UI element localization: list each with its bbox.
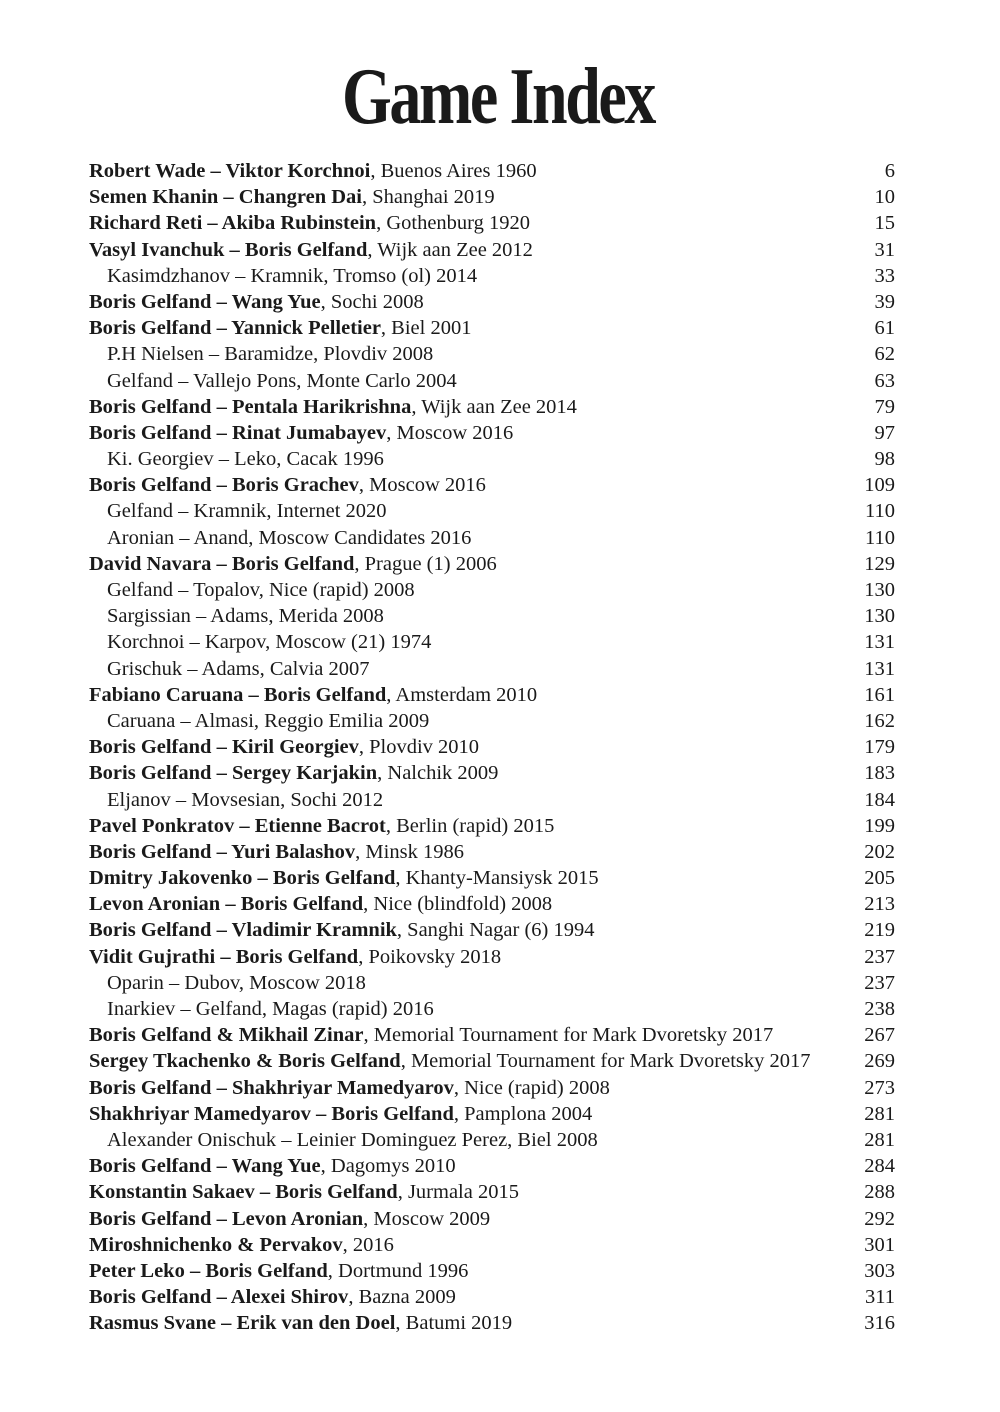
index-subentry [89,368,895,394]
entry-players: David Navara – Boris Gelfand [89,552,355,575]
entry-players: Boris Gelfand – Wang Yue [89,1155,321,1178]
entry-text [89,1206,855,1232]
entry-text [89,1153,855,1179]
entry-page-number: 161 [864,683,895,706]
entry-text [89,1258,855,1284]
entry-text [89,760,855,786]
entry-event: Gelfand – Topalov, Nice (rapid) 2008 [107,579,415,601]
entry-page-number: 179 [864,736,895,759]
entry-players: Dmitry Jakovenko – Boris Gelfand [89,867,396,890]
index-subentry [89,629,895,655]
entry-players: Boris Gelfand – Yuri Balashov [89,840,356,863]
index-subentry [89,498,895,524]
entry-text [89,603,855,629]
entry-event: Alexander Onischuk – Leinier Dominguez Perez, Biel 2008 [107,1128,598,1151]
index-entry [89,472,895,498]
entry-page-number: 183 [864,762,895,785]
index-entry [89,813,895,839]
entry-event: , Khanty-Mansiysk 2015 [395,867,599,890]
entry-page-number: 129 [864,552,895,575]
entry-players: Boris Gelfand – Vladimir Kramnik [89,919,397,942]
entry-page-number: 162 [864,709,895,732]
entry-players: Peter Leko – Boris Gelfand [89,1259,328,1282]
entry-players: Robert Wade – Viktor Korchnoi [89,160,371,182]
entry-players: Boris Gelfand – Pentala Harikrishna [89,395,412,418]
entry-text [89,525,855,551]
entry-page-number: 130 [864,605,895,628]
entry-text [89,577,855,603]
entry-text [89,551,855,577]
entry-event: Sargissian – Adams, Merida 2008 [107,605,384,628]
entry-text [89,1022,855,1048]
entry-event: , Amsterdam 2010 [386,683,538,706]
index-entry [89,1258,895,1284]
entry-text [89,1075,855,1101]
entry-page-number: 63 [874,369,895,392]
entry-text [89,1101,855,1127]
entry-page-number: 292 [864,1207,895,1230]
index-entry [89,210,895,236]
entry-text [89,263,855,289]
index-entry [89,760,895,786]
entry-text [89,656,855,682]
index-subentry [89,656,895,682]
entry-page-number: 213 [864,893,895,916]
entry-page-number: 61 [874,317,895,340]
entry-players: Boris Gelfand – Alexei Shirov [89,1286,349,1309]
entry-text [89,629,855,655]
entry-event: , Berlin (rapid) 2015 [385,814,555,837]
entry-event: , Memorial Tournament for Mark Dvoretsky 2017 [400,1050,811,1073]
entry-event: , Moscow 2016 [358,474,486,497]
index-entry [89,1206,895,1232]
entry-players: Fabiano Caruana – Boris Gelfand [89,683,387,706]
entry-text [89,734,855,760]
entry-event: , Nice (blindfold) 2008 [363,893,553,916]
entry-text [89,682,855,708]
index-entry [89,289,895,315]
index-entry [89,394,895,420]
entry-text [89,1127,855,1153]
index-entry [89,682,895,708]
entry-players: Boris Gelfand – Levon Aronian [89,1207,364,1230]
entry-event: Aronian – Anand, Moscow Candidates 2016 [107,526,472,549]
entry-text [89,708,855,734]
index-entry [89,184,895,210]
entry-players: Pavel Ponkratov – Etienne Bacrot [89,814,386,837]
entry-players: Boris Gelfand – Shakhriyar Mamedyarov [89,1076,454,1099]
page-title: Game Index [342,53,654,141]
entry-event: Kasimdzhanov – Kramnik, Tromso (ol) 2014 [107,264,478,287]
entry-text [89,787,855,813]
index-entry [89,315,895,341]
entry-event: , Gothenburg 1920 [376,212,530,235]
entry-text [89,184,855,210]
entry-page-number: 33 [874,264,895,287]
index-entry [89,1048,895,1074]
entry-event: Caruana – Almasi, Reggio Emilia 2009 [107,709,430,732]
index-entry [89,1310,895,1336]
index-entry [89,420,895,446]
entry-page-number: 98 [874,448,895,471]
index-subentry [89,446,895,472]
entry-text [89,394,855,420]
entry-page-number: 131 [864,657,895,680]
entry-text [89,472,855,498]
entry-players: Boris Gelfand & Mikhail Zinar [89,1024,364,1047]
entry-players: Boris Gelfand – Yannick Pelletier [89,317,381,340]
entry-players: Boris Gelfand – Boris Grachev [89,474,359,497]
entry-players: Rasmus Svane – Erik van den Doel [89,1312,396,1335]
entry-event: , Poikovsky 2018 [358,945,502,968]
entry-event: , Batumi 2019 [395,1312,513,1335]
index-entry [89,891,895,917]
index-entry [89,917,895,943]
entry-event: , Nalchik 2009 [377,762,499,785]
entry-event: , Jurmala 2015 [397,1181,519,1204]
entry-text [89,498,855,524]
index-entry [89,1284,895,1310]
entry-event: , Pamplona 2004 [453,1102,593,1125]
entry-text [89,917,855,943]
entry-players: Vasyl Ivanchuk – Boris Gelfand [89,238,368,261]
entry-players: Sergey Tkachenko & Boris Gelfand [89,1050,401,1073]
entry-text [89,158,855,184]
entry-event: , Moscow 2016 [386,421,514,444]
entry-page-number: 301 [864,1233,895,1256]
entry-page-number: 97 [874,421,895,444]
entry-text [89,996,855,1022]
entry-event: , Memorial Tournament for Mark Dvoretsky 2017 [363,1024,774,1047]
entry-event: , Wijk aan Zee 2012 [367,238,533,261]
entry-page-number: 31 [874,238,895,261]
entry-players: Boris Gelfand – Kiril Georgiev [89,736,359,759]
entry-page-number: 238 [864,998,895,1020]
index-entry [89,1232,895,1258]
entry-text [89,813,855,839]
entry-text [89,420,855,446]
entry-page-number: 131 [864,631,895,654]
entry-event: , Nice (rapid) 2008 [453,1076,610,1099]
entry-text [89,944,855,970]
entry-event: , Prague (1) 2006 [354,552,497,575]
entry-page-number: 130 [864,579,895,601]
index-entry [89,1179,895,1205]
entry-page-number: 15 [874,212,895,235]
entry-page-number: 199 [864,814,895,837]
entry-page-number: 39 [874,290,895,313]
entry-text [89,1048,855,1074]
index-entry [89,1022,895,1048]
entry-text [89,446,855,472]
entry-players: Semen Khanin – Changren Dai [89,186,363,209]
index-subentry [89,603,895,629]
entry-text [89,368,855,394]
entry-page-number: 110 [865,526,895,549]
entry-event: Gelfand – Kramnik, Internet 2020 [107,500,387,523]
entry-players: Boris Gelfand – Rinat Jumabayev [89,421,387,444]
entry-event: , Minsk 1986 [355,840,464,863]
index-entry [89,158,895,184]
entry-event: , Buenos Aires 1960 [370,160,537,182]
entry-text [89,1310,855,1336]
entry-text [89,289,855,315]
index-subentry [89,263,895,289]
entry-event: Gelfand – Vallejo Pons, Monte Carlo 2004 [107,369,457,392]
index-entry [89,1153,895,1179]
entry-event: Oparin – Dubov, Moscow 2018 [107,971,366,994]
entry-players: Konstantin Sakaev – Boris Gelfand [89,1181,398,1204]
index-subentry [89,577,895,603]
entry-text [89,891,855,917]
entry-event: Inarkiev – Gelfand, Magas (rapid) 2016 [107,998,434,1020]
entry-page-number: 10 [874,186,895,209]
index-entry [89,551,895,577]
index-entry [89,865,895,891]
index-subentry [89,708,895,734]
entry-text [89,1179,855,1205]
entry-page-number: 267 [864,1024,895,1047]
entry-event: , Bazna 2009 [348,1286,456,1309]
entry-page-number: 184 [864,788,895,811]
entry-event: Eljanov – Movsesian, Sochi 2012 [107,788,384,811]
entry-text [89,839,855,865]
entry-event: , Sochi 2008 [320,290,424,313]
entry-page-number: 110 [865,500,895,523]
entry-event: , Sanghi Nagar (6) 1994 [396,919,595,942]
entry-event: Ki. Georgiev – Leko, Cacak 1996 [107,448,384,471]
index-subentry [89,996,895,1022]
index-entry [89,237,895,263]
entry-event: , Dagomys 2010 [320,1155,456,1178]
entry-page-number: 205 [864,867,895,890]
entry-players: Boris Gelfand – Sergey Karjakin [89,762,378,785]
entry-event: , Dortmund 1996 [327,1259,469,1282]
entry-page-number: 237 [864,945,895,968]
index-subentry [89,1127,895,1153]
entry-event: , Plovdiv 2010 [358,736,480,759]
entry-event: , Biel 2001 [380,317,472,340]
entry-page-number: 273 [864,1076,895,1099]
index-entry [89,1101,895,1127]
entry-players: Richard Reti – Akiba Rubinstein [89,212,377,235]
entry-text [89,1284,855,1310]
entry-page-number: 281 [864,1102,895,1125]
entry-event: P.H Nielsen – Baramidze, Plovdiv 2008 [107,343,434,366]
entry-text [89,210,855,236]
entry-players: Miroshnichenko & Pervakov [89,1233,343,1256]
entry-text [89,1232,855,1258]
entry-event: , Shanghai 2019 [362,186,495,209]
entry-page-number: 311 [865,1286,895,1309]
entry-event: Grischuk – Adams, Calvia 2007 [107,657,370,680]
entry-event: , Moscow 2009 [363,1207,491,1230]
index-entry [89,944,895,970]
entry-event: , 2016 [342,1233,394,1256]
entry-page-number: 219 [864,919,895,942]
entry-players: Levon Aronian – Boris Gelfand [89,893,364,916]
entry-page-number: 79 [874,395,895,418]
entry-page-number: 288 [864,1181,895,1204]
entry-page-number: 281 [864,1128,895,1151]
index-entry [89,734,895,760]
entry-text [89,865,855,891]
entry-players: Vidit Gujrathi – Boris Gelfand [89,945,359,968]
entry-players: Shakhriyar Mamedyarov – Boris Gelfand [89,1102,454,1125]
entry-text [89,970,855,996]
index-subentry [89,970,895,996]
index-subentry [89,341,895,367]
entry-page-number: 109 [864,474,895,497]
entry-text [89,341,855,367]
entry-page-number: 316 [864,1312,895,1335]
entry-event: , Wijk aan Zee 2014 [411,395,577,418]
game-index-list [89,158,895,1336]
index-subentry [89,787,895,813]
entry-page-number: 6 [884,160,895,182]
entry-players: Boris Gelfand – Wang Yue [89,290,321,313]
entry-page-number: 62 [874,343,895,366]
entry-event: Korchnoi – Karpov, Moscow (21) 1974 [107,631,432,654]
entry-page-number: 202 [864,840,895,863]
entry-page-number: 284 [864,1155,895,1178]
entry-page-number: 269 [864,1050,895,1073]
entry-page-number: 237 [864,971,895,994]
index-entry [89,839,895,865]
entry-text [89,315,855,341]
index-subentry [89,525,895,551]
entry-text [89,237,855,263]
entry-page-number: 303 [864,1259,895,1282]
index-entry [89,1075,895,1101]
